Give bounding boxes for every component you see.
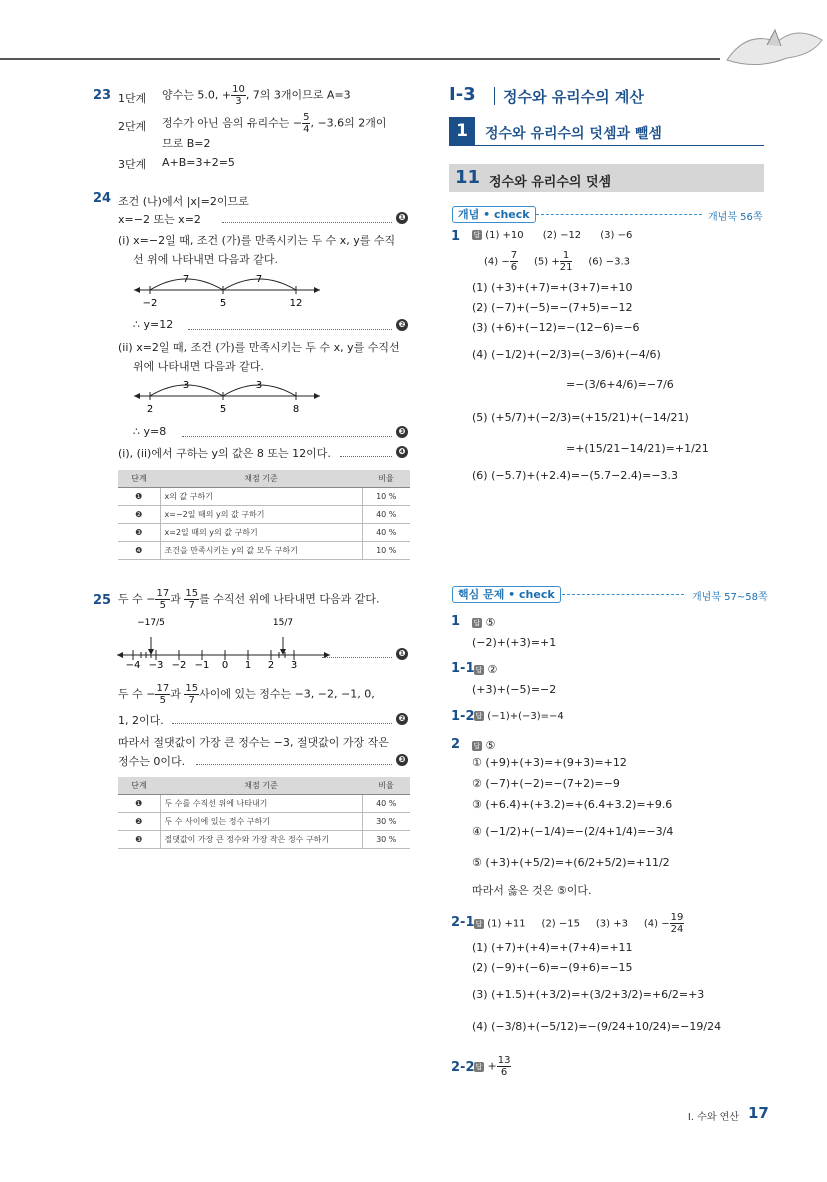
leader-dots	[322, 657, 392, 658]
k2-work-6: 따라서 옳은 것은 ⑤이다.	[472, 884, 592, 897]
q1-work-1: (1) (+3)+(+7)=+(3+7)=+10	[472, 281, 633, 294]
nl1-arc1: 7	[182, 274, 190, 285]
k2-answer: 답 ⑤	[473, 739, 496, 752]
page-number: 17	[748, 1104, 769, 1122]
k2-1-answers: 답 (1) +11 (2) −15 (3) +3 (4) − $\frac{19}{24}$	[475, 912, 684, 935]
mark-4: ❹	[396, 446, 408, 458]
table-row: ❶ 두 수를 수직선 위에 나타내기 40 %	[118, 795, 410, 813]
k1-2-answer: 답 (−1)+(−3)=−4	[475, 711, 564, 722]
problem-25-number: 25	[93, 593, 112, 608]
q1-work-4b: =−(3/6+4/6)=−7/6	[566, 378, 674, 391]
p23-step3-label: 3단계	[118, 158, 147, 171]
mark-3: ❸	[396, 754, 408, 766]
nl3-tick: 0	[221, 660, 229, 670]
nl1-tick2: 5	[219, 298, 227, 309]
top-rule	[0, 58, 720, 60]
k1-2-number: 1-2	[451, 709, 475, 724]
nl2-tick3: 8	[292, 404, 300, 415]
footer-chapter: Ⅰ. 수와 연산	[687, 1112, 739, 1123]
k2-work-5: ⑤ (+3)+(+5/2)=+(6/2+5/2)=+11/2	[472, 856, 670, 869]
table-row: ❷ 두 수 사이에 있는 정수 구하기 30 %	[118, 813, 410, 831]
table-row: ❸ 절댓값이 가장 큰 정수와 가장 작은 정수 구하기 30 %	[118, 831, 410, 849]
mark-2: ❷	[396, 319, 408, 331]
p23-step1-label: 1단계	[118, 92, 147, 105]
nl2-tick2: 5	[219, 404, 227, 415]
leader-dots	[340, 456, 392, 457]
k2-2-answer: 답 + $\frac{13}{6}$	[475, 1055, 511, 1078]
tag-dashline	[562, 594, 684, 595]
p25-line3: 1, 2이다.	[118, 714, 164, 727]
nl2-arc1: 3	[182, 380, 190, 391]
k2-1-work-3: (3) (+1.5)+(+3/2)=+(3/2+3/2)=+6/2=+3	[472, 988, 705, 1001]
nl2-tick1: 2	[146, 404, 154, 415]
leader-dots	[172, 723, 392, 724]
p25-line4: 따라서 절댓값이 가장 큰 정수는 −3, 절댓값이 가장 작은	[118, 736, 389, 749]
section-1-title: 정수와 유리수의 덧셈과 뺄셈	[485, 126, 662, 142]
nl3-label-a: −17/5	[137, 618, 165, 628]
section-1-number: 1	[449, 117, 475, 145]
p24-line8: ∴ y=8	[133, 425, 167, 438]
nl3-tick: 2	[267, 660, 275, 670]
q1-work-2: (2) (−7)+(−5)=−(7+5)=−12	[472, 301, 633, 314]
chapter-number: Ⅰ-3	[449, 84, 476, 105]
grading-table-25: 단계 채점 기준 비율 ❶ 두 수를 수직선 위에 나타내기 40 % ❷ 두 수 사이에 있는 정수 구하기 30 % ❸ 절댓값이 가장 큰 정수와 가장 작은 정수 구하기 30 %	[118, 777, 410, 849]
p24-line4: 선 위에 나타내면 다음과 같다.	[133, 253, 278, 266]
nl3-label-b: 15/7	[272, 618, 294, 628]
mark-2: ❷	[396, 713, 408, 725]
table-row: ❸ x=2일 때의 y의 값 구하기 40 %	[118, 524, 410, 542]
table-row: ❹ 조건을 만족시키는 y의 값 모두 구하기 10 %	[118, 542, 410, 560]
k1-number: 1	[451, 614, 461, 629]
nl1-tick1: −2	[142, 298, 158, 309]
divider	[494, 87, 495, 105]
q1-answers-row2: (4) − $\frac{7}{6}$ (5) + $\frac{1}{21}$ (6) −3.3	[484, 250, 631, 273]
nl1-tick3: 12	[289, 298, 303, 309]
section-11-title: 정수와 유리수의 덧셈	[489, 175, 612, 190]
p23-step3-text: A+B=3+2=5	[162, 156, 235, 169]
mark-3: ❸	[396, 426, 408, 438]
k2-1-number: 2-1	[451, 915, 475, 930]
leader-dots	[222, 222, 392, 223]
k2-work-2: ② (−7)+(−2)=−(7+2)=−9	[472, 777, 620, 790]
p25-line5: 정수는 0이다.	[118, 755, 186, 768]
q1-work-3: (3) (+6)+(−12)=−(12−6)=−6	[472, 321, 640, 334]
k2-1-work-2: (2) (−9)+(−6)=−(9+6)=−15	[472, 961, 633, 974]
q1-work-6: (6) (−5.7)+(+2.4)=−(5.7−2.4)=−3.3	[472, 469, 679, 482]
k2-work-1: ① (+9)+(+3)=+(9+3)=+12	[472, 756, 627, 769]
q1-answers-row1: 답 (1) +10 (2) −12 (3) −6	[473, 230, 633, 241]
mark-1: ❶	[396, 212, 408, 224]
corner-illustration	[717, 20, 827, 70]
core-check-tag: 핵심 문제 • check	[452, 586, 561, 603]
problem-24-number: 24	[93, 191, 112, 206]
leader-dots	[188, 329, 392, 330]
p25-line1: 두 수 − $\frac{17}{5}$ 과 $\frac{15}{7}$ 를 수직선 위에 나타내면 다음과 같다.	[118, 588, 380, 611]
grading-table-24: 단계 채점 기준 비율 ❶ x의 값 구하기 10 % ❷ x=−2일 때의 y의 값 구하기 40 % ❸ x=2일 때의 y의 값 구하기 40 % ❹ 조건을 만족시키는 y의 값 모두 구하기 10 %	[118, 470, 410, 560]
nl3-tick: −4	[125, 660, 141, 670]
k2-number: 2	[451, 737, 461, 752]
nl3-tick: −2	[171, 660, 187, 670]
k2-2-number: 2-2	[451, 1060, 475, 1075]
k1-1-number: 1-1	[451, 661, 475, 676]
mark-1: ❶	[396, 648, 408, 660]
p25-line2: 두 수 − $\frac{17}{5}$ 과 $\frac{15}{7}$ 사이에 있는 정수는 −3, −2, −1, 0,	[118, 683, 375, 706]
k1-1-work: (+3)+(−5)=−2	[472, 683, 557, 696]
p24-line2: x=−2 또는 x=2	[118, 213, 201, 226]
k1-1-answer: 답 ②	[475, 663, 498, 676]
q1-number: 1	[451, 229, 461, 244]
p24-line1: 조건 (나)에서 |x|=2이므로	[118, 195, 249, 208]
p24-line6: (ii) x=2일 때, 조건 (가)를 만족시키는 두 수 x, y를 수직선	[118, 341, 400, 354]
table-row: ❶ x의 값 구하기 10 %	[118, 488, 410, 506]
concept-ref: 개념북 56쪽	[708, 212, 763, 223]
nl3-tick: −3	[148, 660, 164, 670]
p24-line3: (i) x=−2일 때, 조건 (가)를 만족시키는 두 수 x, y를 수직	[118, 234, 396, 247]
number-line-3	[115, 615, 335, 670]
concept-check-tag: 개념 • check	[452, 206, 536, 223]
nl2-arc2: 3	[255, 380, 263, 391]
core-ref: 개념북 57~58쪽	[692, 592, 768, 603]
p23-step1-text: 양수는 5.0, + $\frac{10}{3}$ , 7의 3개이므로 A=3	[162, 84, 351, 107]
p24-line9: (i), (ii)에서 구하는 y의 값은 8 또는 12이다.	[118, 447, 331, 460]
q1-work-5a: (5) (+5/7)+(−2/3)=(+15/21)+(−14/21)	[472, 411, 689, 424]
k2-1-work-1: (1) (+7)+(+4)=+(7+4)=+11	[472, 941, 633, 954]
section-11-header	[449, 164, 764, 192]
p24-line5: ∴ y=12	[133, 318, 174, 331]
q1-work-4a: (4) (−1/2)+(−2/3)=(−3/6)+(−4/6)	[472, 348, 661, 361]
k2-work-4: ④ (−1/2)+(−1/4)=−(2/4+1/4)=−3/4	[472, 825, 674, 838]
k2-work-3: ③ (+6.4)+(+3.2)=+(6.4+3.2)=+9.6	[472, 798, 673, 811]
tag-dashline	[536, 214, 702, 215]
nl1-arc2: 7	[255, 274, 263, 285]
p23-step2-text: 정수가 아닌 음의 유리수는 − $\frac{5}{4}$ , −3.6의 2개이	[162, 112, 387, 135]
p23-step2-cont: 므로 B=2	[162, 137, 211, 150]
chapter-title: 정수와 유리수의 계산	[503, 88, 644, 106]
p24-line7: 위에 나타내면 다음과 같다.	[133, 360, 264, 373]
problem-23-number: 23	[93, 88, 112, 103]
section-11-number: 11	[455, 167, 481, 188]
k1-work: (−2)+(+3)=+1	[472, 636, 557, 649]
k1-answer: 답 ⑤	[473, 616, 496, 629]
section-1-header	[449, 117, 764, 146]
nl3-tick: 1	[244, 660, 252, 670]
number-line-2	[132, 376, 322, 416]
p23-step2-label: 2단계	[118, 120, 147, 133]
leader-dots	[182, 436, 392, 437]
leader-dots	[196, 764, 392, 765]
nl3-tick: −1	[194, 660, 210, 670]
q1-work-5b: =+(15/21−14/21)=+1/21	[566, 442, 709, 455]
table-row: ❷ x=−2일 때의 y의 값 구하기 40 %	[118, 506, 410, 524]
nl3-tick: 3	[290, 660, 298, 670]
number-line-1	[132, 270, 322, 310]
k2-1-work-4: (4) (−3/8)+(−5/12)=−(9/24+10/24)=−19/24	[472, 1020, 722, 1033]
